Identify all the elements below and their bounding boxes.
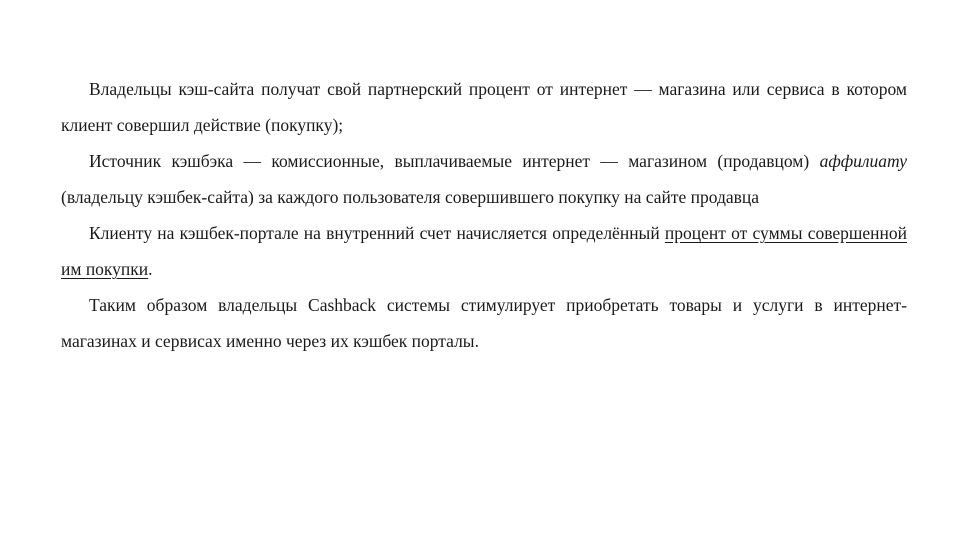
paragraph-text-start: Источник кэшбэка — комиссионные, выплачиваемые интернет — магазином (продавцом) <box>89 151 810 171</box>
underlined-link-percent-of-purchase[interactable]: процент от суммы совершенной им покупки <box>61 223 907 279</box>
paragraph-cashback-source <box>61 143 907 215</box>
paragraph-conclusion <box>61 287 907 359</box>
document-body <box>61 71 907 359</box>
paragraph-text: Таким образом владельцы Cashback системы стимулирует приобретать товары и услуги в интернет-магазинах и сервисах именно через их кэшбек порталы. <box>61 295 907 351</box>
paragraph-text-start: Клиенту на кэшбек-портале на внутренний счет начисляется определённый <box>89 223 665 243</box>
paragraph-owners-percent <box>61 71 907 143</box>
paragraph-text-end: (владельцу кэшбек-сайта) за каждого пользователя совершившего покупку на сайте продавца <box>61 187 760 207</box>
paragraph-client-accrual <box>61 215 907 287</box>
paragraph-text: Владельцы кэш-сайта получат свой партнерский процент от интернет — магазина или сервиса в котором клиент совершил действие (покупку); <box>61 79 907 135</box>
italic-term-affiliate: аффилиату <box>819 151 908 171</box>
paragraph-text-end: . <box>148 259 153 279</box>
